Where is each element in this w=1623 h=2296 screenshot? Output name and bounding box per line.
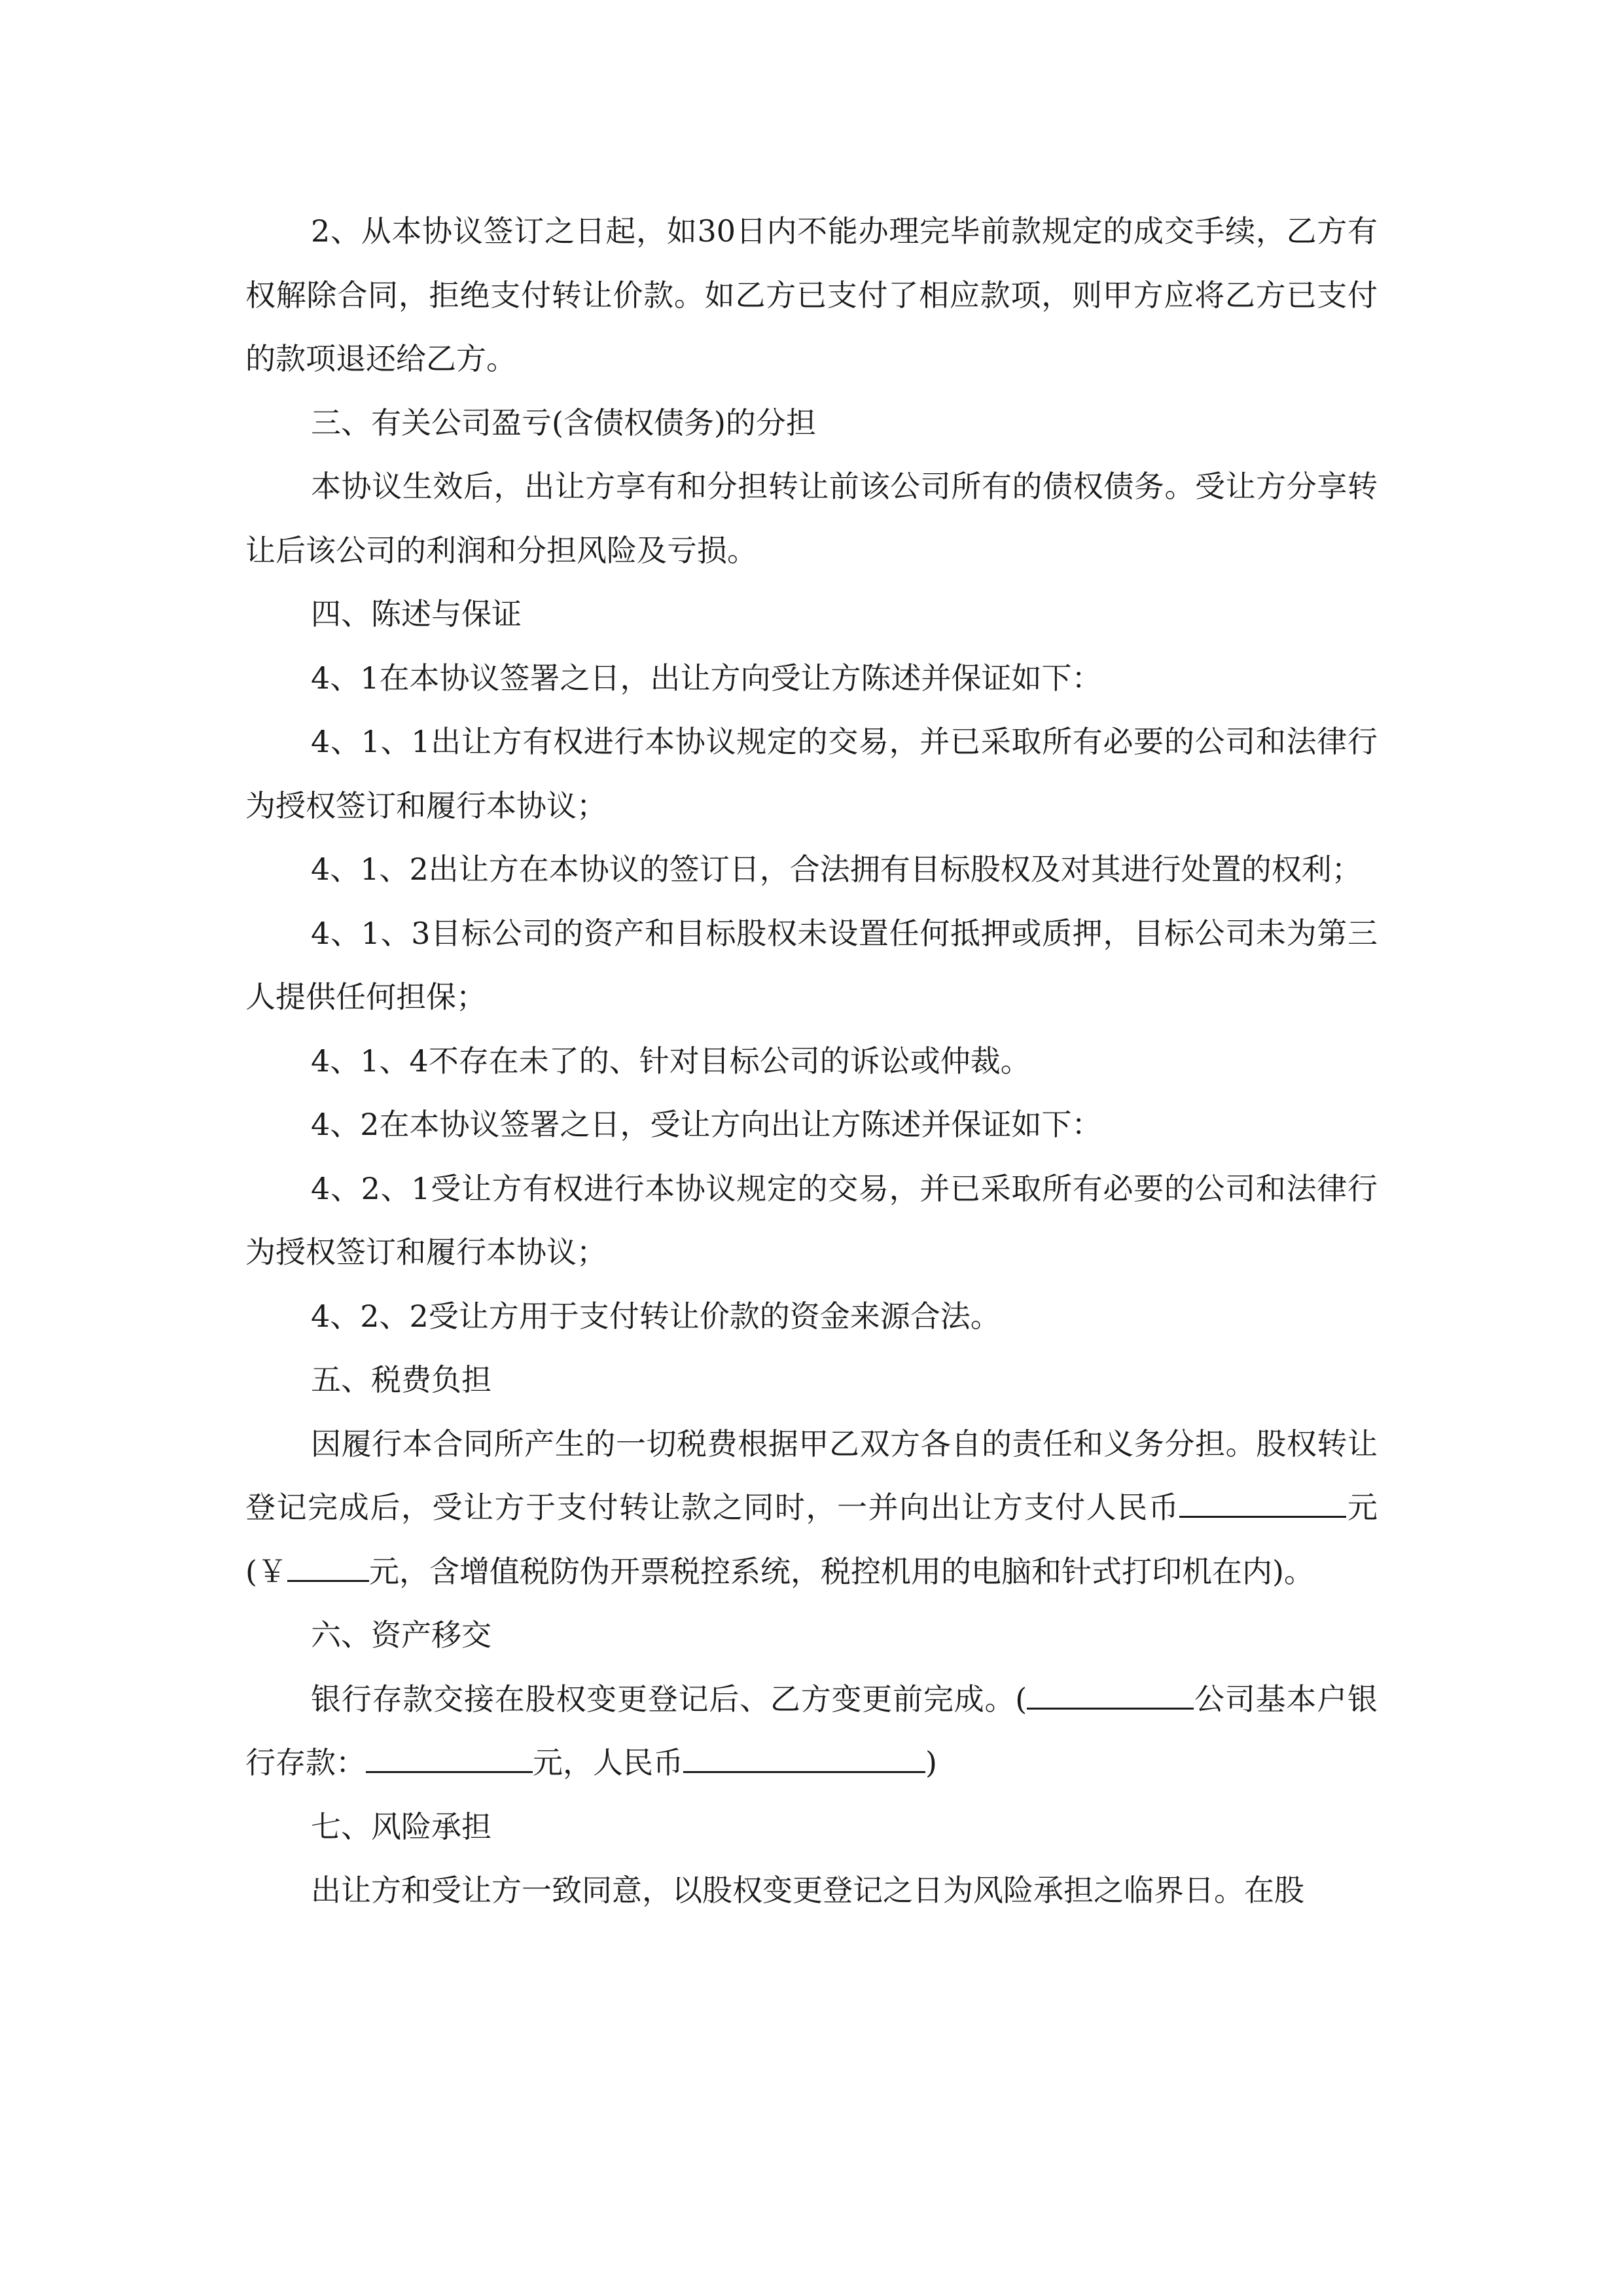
section-7-body: 出让方和受让方一致同意，以股权变更登记之日为风险承担之临界日。在股: [311, 1873, 1304, 1908]
document-body: [245, 200, 1378, 1923]
clause-2: 2、从本协议签订之日起，如30日内不能办理完毕前款规定的成交手续，乙方有权解除合同，拒绝支付转让价款。如乙方已支付了相应款项，则甲方应将乙方已支付的款项退还给乙方。: [245, 213, 1378, 376]
section-3-body: 本协议生效后，出让方享有和分担转让前该公司所有的债权债务。受让方分享转让后该公司的利润和分担风险及亏损。: [245, 469, 1378, 568]
clause-4-1-1: 4、1、1出让方有权进行本协议规定的交易，并已采取所有必要的公司和法律行为授权签订和履行本协议；: [245, 724, 1378, 823]
section-4-heading: 四、陈述与保证: [311, 596, 522, 632]
clause-4-2-1: 4、2、1受让方有权进行本协议规定的交易，并已采取所有必要的公司和法律行为授权签订和履行本协议；: [245, 1170, 1378, 1270]
section-7-heading: 七、风险承担: [311, 1808, 491, 1844]
deposit-amount-blank: [366, 1745, 533, 1773]
section-6-body: [245, 1668, 1378, 1795]
section-5-body: [245, 1412, 1378, 1604]
section-5-heading: 五、税费负担: [311, 1362, 491, 1397]
section-5-text-b: 元(￥: [245, 1490, 1378, 1589]
amount-blank-figures: [287, 1554, 369, 1582]
rmb-amount-blank: [683, 1745, 925, 1773]
clause-4-1-3: 4、1、3目标公司的资产和目标股权未设置任何抵押或质押，目标公司未为第三人提供任何担保；: [245, 915, 1378, 1014]
clause-4-1: 4、1在本协议签署之日，出让方向受让方陈述并保证如下：: [311, 660, 1102, 696]
section-6-text-d: ): [925, 1745, 937, 1780]
section-5-text-a: 因履行本合同所产生的一切税费根据甲乙双方各自的责任和义务分担。股权转让登记完成后，受让方于支付转让款之同时，一并向出让方支付人民币: [245, 1426, 1378, 1525]
section-6-text-a: 银行存款交接在股权变更登记后、乙方变更前完成。(: [311, 1681, 1027, 1717]
clause-4-1-2: 4、1、2出让方在本协议的签订日，合法拥有目标股权及对其进行处置的权利；: [311, 852, 1362, 887]
section-3-heading: 三、有关公司盈亏(含债权债务)的分担: [311, 404, 816, 440]
section-6-text-c: 元，人民币: [533, 1745, 683, 1780]
clause-4-2-2: 4、2、2受让方用于支付转让价款的资金来源合法。: [311, 1298, 1001, 1334]
clause-4-2: 4、2在本协议签署之日，受让方向出让方陈述并保证如下：: [311, 1107, 1102, 1142]
amount-blank-words: [1179, 1490, 1346, 1518]
company-name-blank: [1027, 1681, 1194, 1710]
section-6-text-b: 公司基本户银行存款：: [245, 1681, 1378, 1780]
section-5-text-c: 元，含增值税防伪开票税控系统，税控机用的电脑和针式打印机在内)。: [368, 1553, 1314, 1589]
clause-4-1-4: 4、1、4不存在未了的、针对目标公司的诉讼或仲裁。: [311, 1043, 1031, 1079]
section-6-heading: 六、资产移交: [311, 1617, 491, 1653]
